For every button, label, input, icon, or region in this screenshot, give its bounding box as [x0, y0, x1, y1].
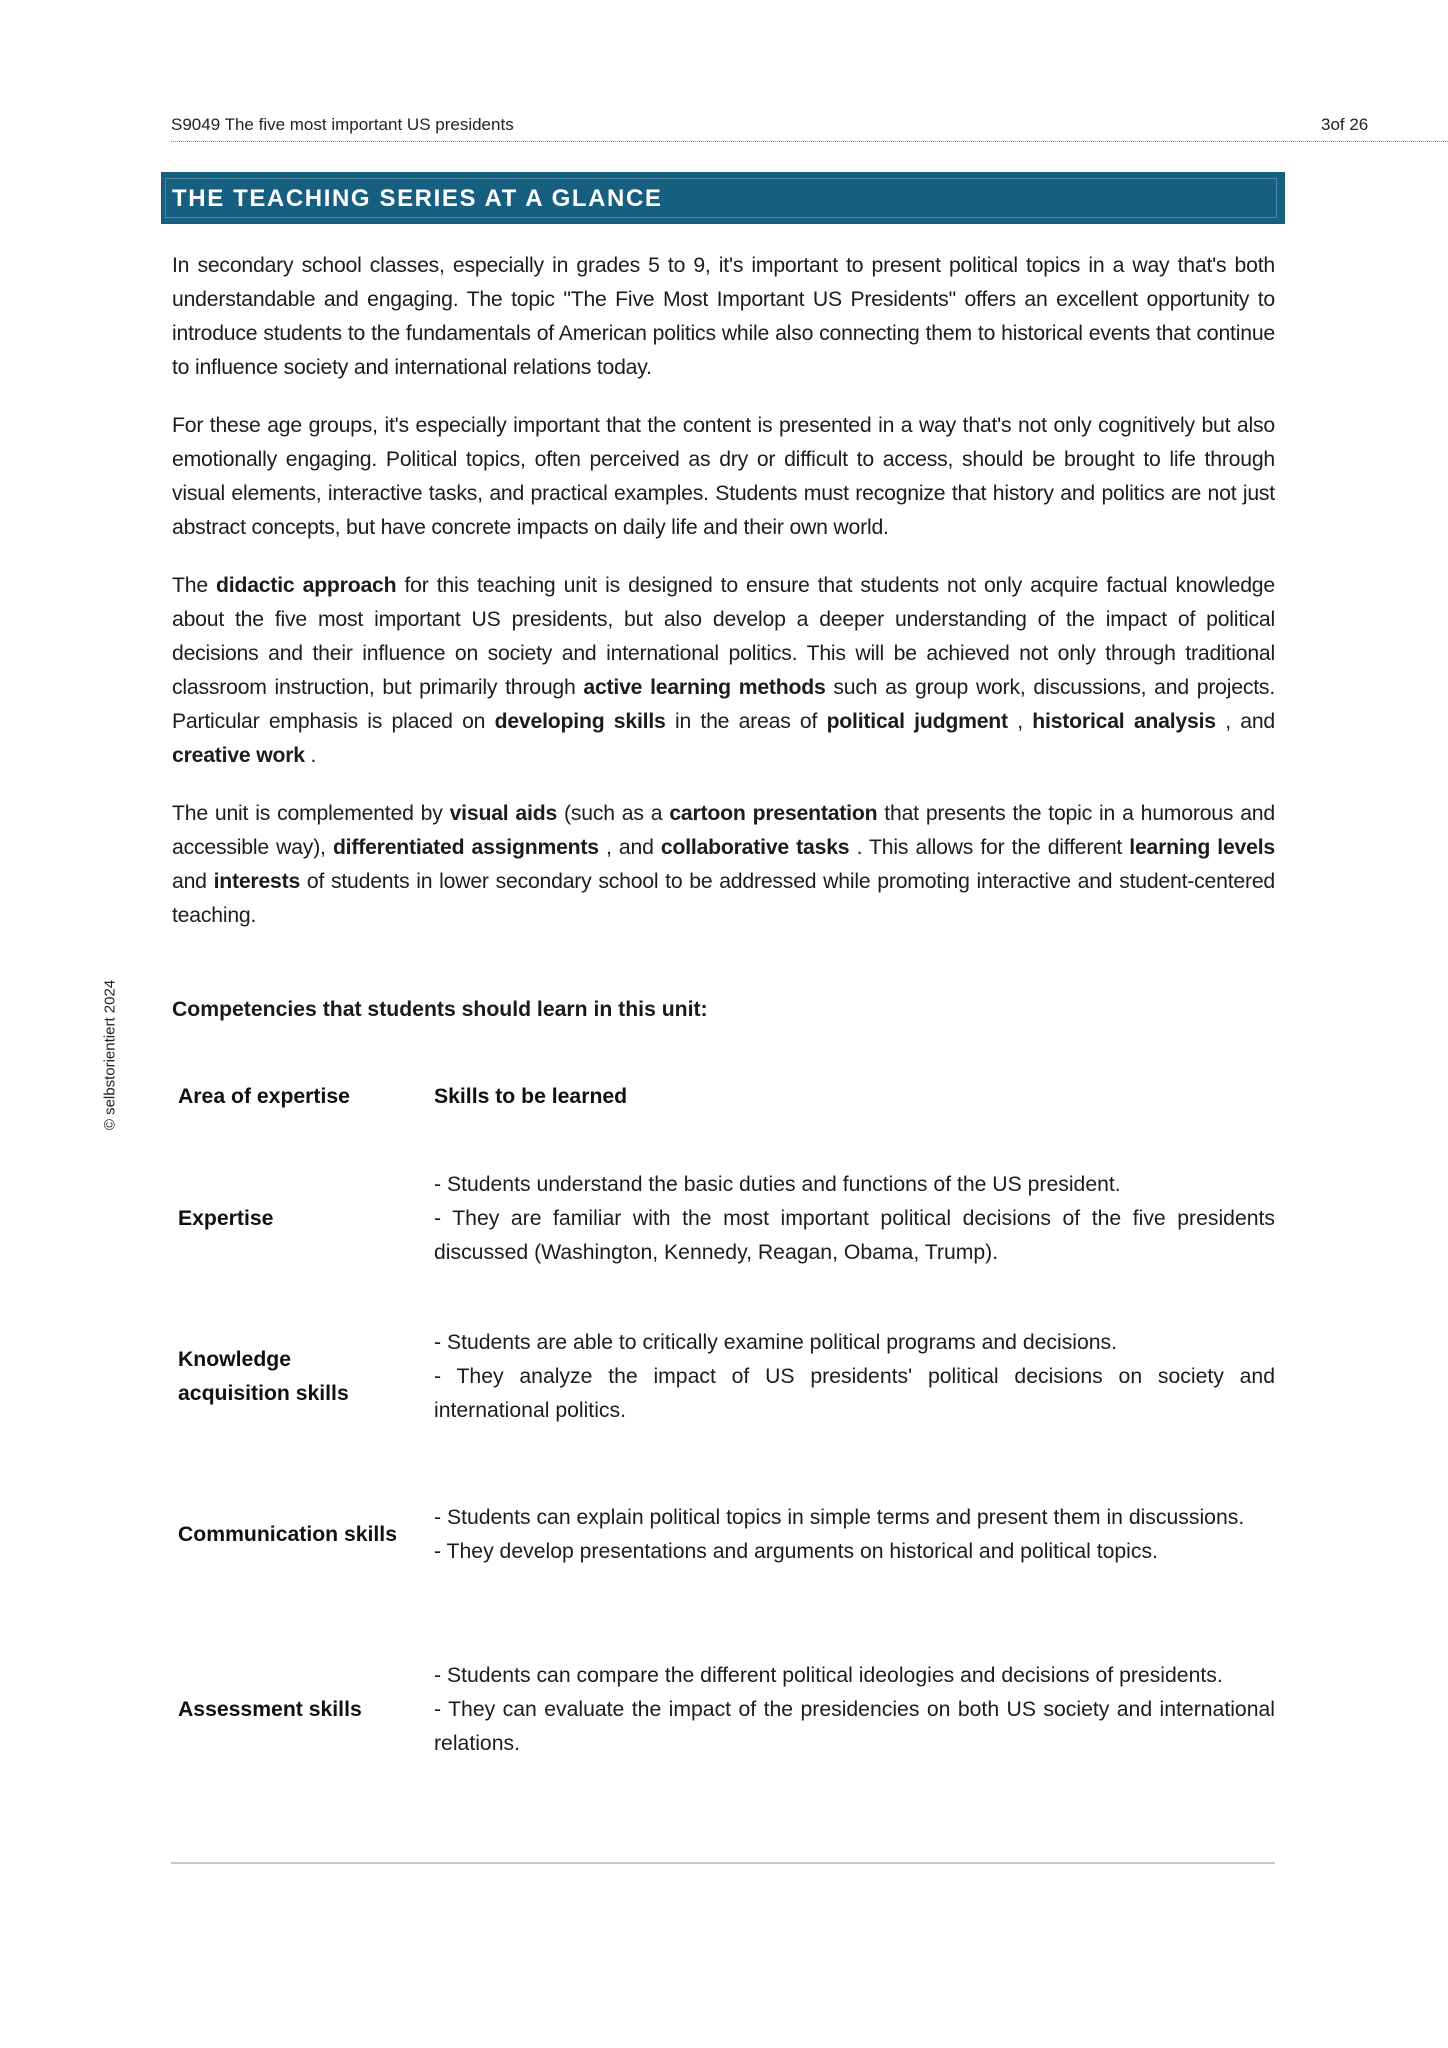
skill-item: - Students understand the basic duties and functions of the US president. [434, 1173, 1121, 1196]
skill-item: - Students are able to critically examine political programs and decisions. [434, 1331, 1118, 1354]
table-header-row [178, 1080, 1275, 1114]
document-title: S9049 The five most important US presidents [171, 115, 514, 134]
skills-cell [434, 1501, 1275, 1569]
text-run: such as group work, discussions, and projects. Particular emphasis is placed on [172, 676, 1276, 733]
text-run: and [172, 870, 214, 893]
skill-item: - They analyze the impact of US presidents' political decisions on society and international politics. [434, 1365, 1275, 1422]
skills-cell [434, 1326, 1275, 1428]
area-cell: Knowledge acquisition skills [178, 1348, 349, 1405]
page-number: 3of 26 [1321, 115, 1369, 134]
text-run: in the areas of [665, 710, 827, 733]
section-banner [161, 172, 1285, 224]
table-row [178, 1168, 1275, 1270]
competencies-heading: Competencies that students should learn in this unit: [172, 998, 708, 1021]
footer-divider [171, 1862, 1275, 1864]
text-run: of students in lower secondary school to be addressed while promoting interactive and student-centered teaching. [172, 870, 1275, 927]
text-run: . This allows for the different [849, 836, 1130, 859]
table-row [178, 1642, 1275, 1778]
skill-item: - Students can explain political topics in simple terms and present them in discussions. [434, 1506, 1245, 1529]
bold-term: historical analysis [1032, 710, 1216, 733]
bold-term: didactic approach [216, 574, 397, 597]
text-run: , [1007, 710, 1033, 733]
skills-cell [434, 1168, 1275, 1270]
bold-term: visual aids [449, 802, 558, 825]
bold-term: active learning methods [583, 676, 826, 699]
copyright-notice: © selbstorientiert 2024 [101, 979, 119, 1131]
paragraph-1: In secondary school classes, especially in grades 5 to 9, it's important to present political topics in a way that's both understandable and engaging. The topic "The Five Most Important US Presidents" offers an excellent opportunity to introduce students to the fundamentals of American politics while also connecting them to historical events that continue to influence society and international relations today. [172, 254, 1275, 379]
column-header-area: Area of expertise [178, 1085, 350, 1108]
bold-term: learning levels [1129, 836, 1275, 859]
paragraph-4 [172, 797, 1275, 933]
text-run: The unit is complemented by [172, 802, 450, 825]
skills-cell [434, 1659, 1275, 1761]
page-header [171, 115, 1448, 142]
paragraph-3 [172, 569, 1275, 773]
text-run: The [172, 574, 217, 597]
text-run: , and [1215, 710, 1276, 733]
bold-term: developing skills [494, 710, 666, 733]
bold-term: collaborative tasks [660, 836, 850, 859]
text-run: that presents the topic in a humorous and accessible way), [172, 802, 1275, 859]
skill-item: - They can evaluate the impact of the presidencies on both US society and international relations. [434, 1698, 1275, 1755]
table-row [178, 1326, 1275, 1428]
bold-term: cartoon presentation [669, 802, 878, 825]
area-cell: Communication skills [178, 1523, 397, 1546]
area-cell: Expertise [178, 1207, 274, 1230]
skill-item: - They are familiar with the most important political decisions of the five presidents discussed (Washington, Kennedy, Reagan, Obama, Trump). [434, 1207, 1275, 1264]
bold-term: interests [213, 870, 301, 893]
text-run: , and [598, 836, 661, 859]
bold-term: creative work [172, 744, 305, 767]
area-cell: Assessment skills [178, 1698, 362, 1721]
bold-term: political judgment [826, 710, 1008, 733]
bold-term: differentiated assignments [332, 836, 599, 859]
text-run: for this teaching unit is designed to ensure that students not only acquire factual knowledge about the five most important US presidents, but also develop a deeper understanding of the impact of political decisions and their influence on society and international politics. This will be achieved not only through traditional classroom instruction, but primarily through [172, 574, 1275, 699]
paragraph-2: For these age groups, it's especially important that the content is presented in a way that's not only cognitively but also emotionally engaging. Political topics, often perceived as dry or difficult to access, should be brought to life through visual elements, interactive tasks, and practical examples. Students must recognize that history and politics are not just abstract concepts, but have concrete impacts on daily life and their own world. [172, 414, 1275, 539]
skills-table [178, 1080, 1275, 1778]
table-row [178, 1484, 1275, 1586]
skill-item: - Students can compare the different political ideologies and decisions of presidents. [434, 1664, 1223, 1687]
column-header-skills: Skills to be learned [434, 1085, 628, 1108]
text-run: (such as a [557, 802, 670, 825]
skill-item: - They develop presentations and arguments on historical and political topics. [434, 1540, 1158, 1563]
intro-text [172, 249, 1275, 957]
section-title: THE TEACHING SERIES AT A GLANCE [172, 185, 663, 212]
text-run: . [304, 744, 317, 767]
